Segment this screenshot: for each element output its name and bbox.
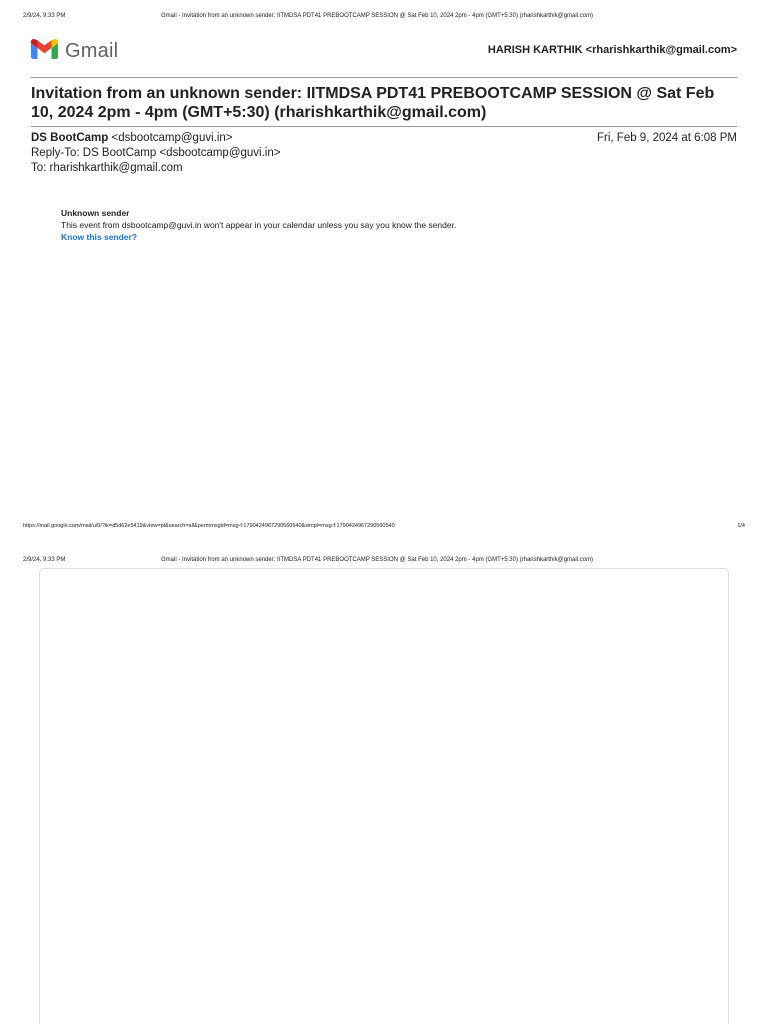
- notice-text: This event from dsbootcamp@guvi.in won't appear in your calendar unless you say you know the sender.: [61, 220, 457, 230]
- from-email: <dsbootcamp@guvi.in>: [111, 132, 233, 144]
- gmail-header: [31, 38, 737, 68]
- gmail-m-icon: [31, 39, 58, 64]
- email-subject: Invitation from an unknown sender: IITMDSA PDT41 PREBOOTCAMP SESSION @ Sat Feb 10, 2024 2pm - 4pm (GMT+5:30) (rharishkarthik@gmail.com): [31, 85, 715, 121]
- footer-url: https://mail.google.com/mail/u/0/?ik=d5d62e5419&view=pt&search=all&permmsgid=msg-f:1790424967290560540&simpl=msg-f:1790424967290560540: [23, 523, 395, 529]
- print-date: 2/9/24, 9:33 PM: [23, 13, 66, 19]
- print-title: Gmail - Invitation from an unknown sender: IITMDSA PDT41 PREBOOTCAMP SESSION @ Sat Feb 10, 2024 2pm - 4pm (GMT+5:30) (rharishkarthik@gmail.com): [161, 557, 594, 563]
- reply-to-line: Reply-To: DS BootCamp <dsbootcamp@guvi.in>: [31, 147, 281, 159]
- divider: [31, 126, 737, 127]
- page-number: 1/4: [737, 523, 745, 529]
- print-title: Gmail - Invitation from an unknown sender: IITMDSA PDT41 PREBOOTCAMP SESSION @ Sat Feb 10, 2024 2pm - 4pm (GMT+5:30) (rharishkarthik@gmail.com): [161, 13, 594, 19]
- print-footer: [23, 523, 745, 529]
- calendar-invite-frame: [39, 568, 729, 1024]
- from-name: DS BootCamp: [31, 132, 109, 144]
- divider: [31, 77, 737, 78]
- email-meta: [31, 131, 737, 176]
- gmail-logo: [31, 39, 118, 64]
- print-header: [23, 557, 745, 567]
- to-line: To: rharishkarthik@gmail.com: [31, 162, 183, 174]
- email-date: Fri, Feb 9, 2024 at 6:08 PM: [597, 132, 737, 144]
- gmail-wordmark: Gmail: [65, 40, 119, 62]
- unknown-sender-notice: [61, 207, 581, 244]
- account-label: HARISH KARTHIK <rharishkarthik@gmail.com>: [487, 44, 737, 56]
- notice-title: Unknown sender: [61, 208, 130, 218]
- print-date: 2/9/24, 9:33 PM: [23, 557, 66, 563]
- print-header: [23, 13, 745, 23]
- know-sender-link[interactable]: Know this sender?: [61, 232, 138, 242]
